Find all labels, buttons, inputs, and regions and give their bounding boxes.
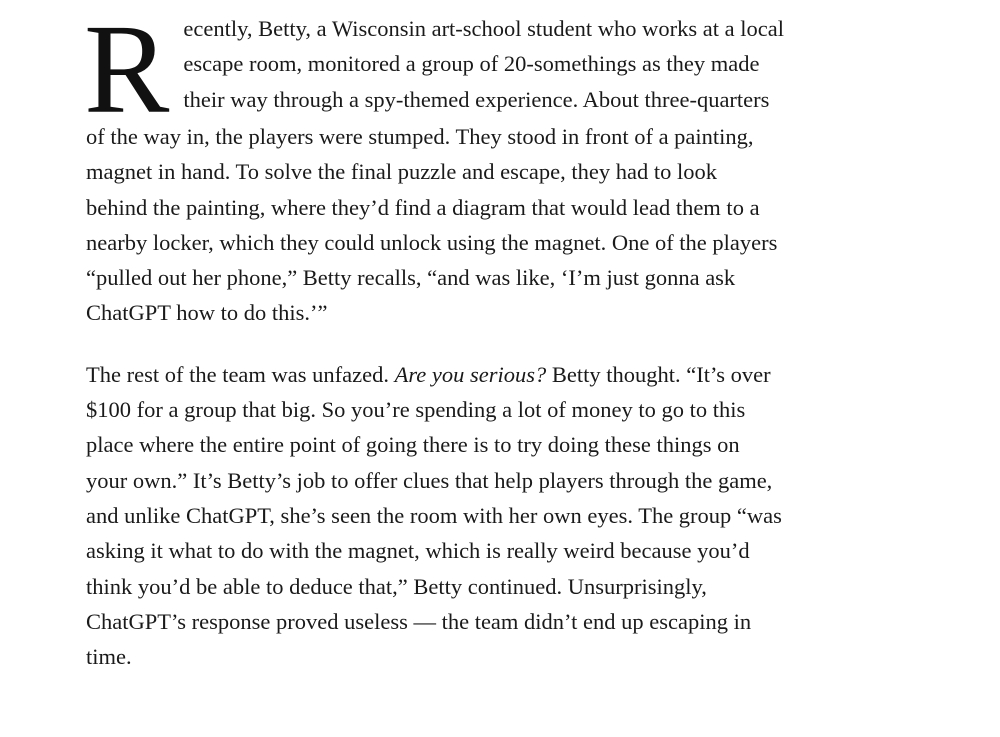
paragraph-2-line-5: and unlike ChatGPT, she’s seen the room with her own eyes. The group “was	[86, 502, 782, 528]
paragraph-1-line-7: nearby locker, which they could unlock using the magnet. One of the players	[86, 229, 778, 255]
article-body	[84, 0, 956, 700]
paragraph-2-line-9: time.	[86, 644, 132, 670]
paragraph-1-line-2: escape room, monitored a group of 20-somethings as they made	[183, 51, 760, 77]
drop-cap: R	[84, 0, 170, 140]
italic-quote: Are you serious?	[394, 361, 547, 387]
paragraph-1-line-6: behind the painting, where they’d find a diagram that would lead them to a	[86, 194, 760, 220]
paragraph-2-line-1	[86, 357, 956, 392]
paragraph-2-line-6: asking it what to do with the magnet, which is really weird because you’d	[86, 538, 750, 564]
paragraph-1-line-3: their way through a spy-themed experience. About three-quarters	[183, 86, 770, 112]
paragraph-2-line-2: $100 for a group that big. So you’re spending a lot of money to go to this	[86, 397, 746, 423]
paragraph-2-line-4: your own.” It’s Betty’s job to offer clues that help players through the game,	[86, 467, 773, 493]
paragraph-2-line-7: think you’d be able to deduce that,” Betty continued. Unsurprisingly,	[86, 573, 707, 599]
paragraph-2	[86, 357, 956, 675]
paragraph-1-line-5: magnet in hand. To solve the final puzzle and escape, they had to look	[86, 159, 717, 185]
paragraph-1-line-8: “pulled out her phone,” Betty recalls, “and was like, ‘I’m just gonna ask	[86, 265, 736, 291]
paragraph-1-line-9: ChatGPT how to do this.’”	[86, 300, 328, 326]
paragraph-2-line-1-end: Betty thought. “It’s over	[546, 361, 771, 387]
paragraph-1-line-4: of the way in, the players were stumped. They stood in front of a painting,	[86, 124, 754, 149]
paragraph-1-line-1: ecently, Betty, a Wisconsin art-school student who works at a local	[183, 16, 784, 41]
paragraph-2-line-3: place where the entire point of going there is to try doing these things on	[86, 432, 740, 458]
paragraph-1	[84, 0, 956, 331]
paragraph-2-line-8: ChatGPT’s response proved useless — the team didn’t end up escaping in	[86, 608, 752, 634]
paragraph-2-line-1-start: The rest of the team was unfazed.	[86, 361, 395, 387]
